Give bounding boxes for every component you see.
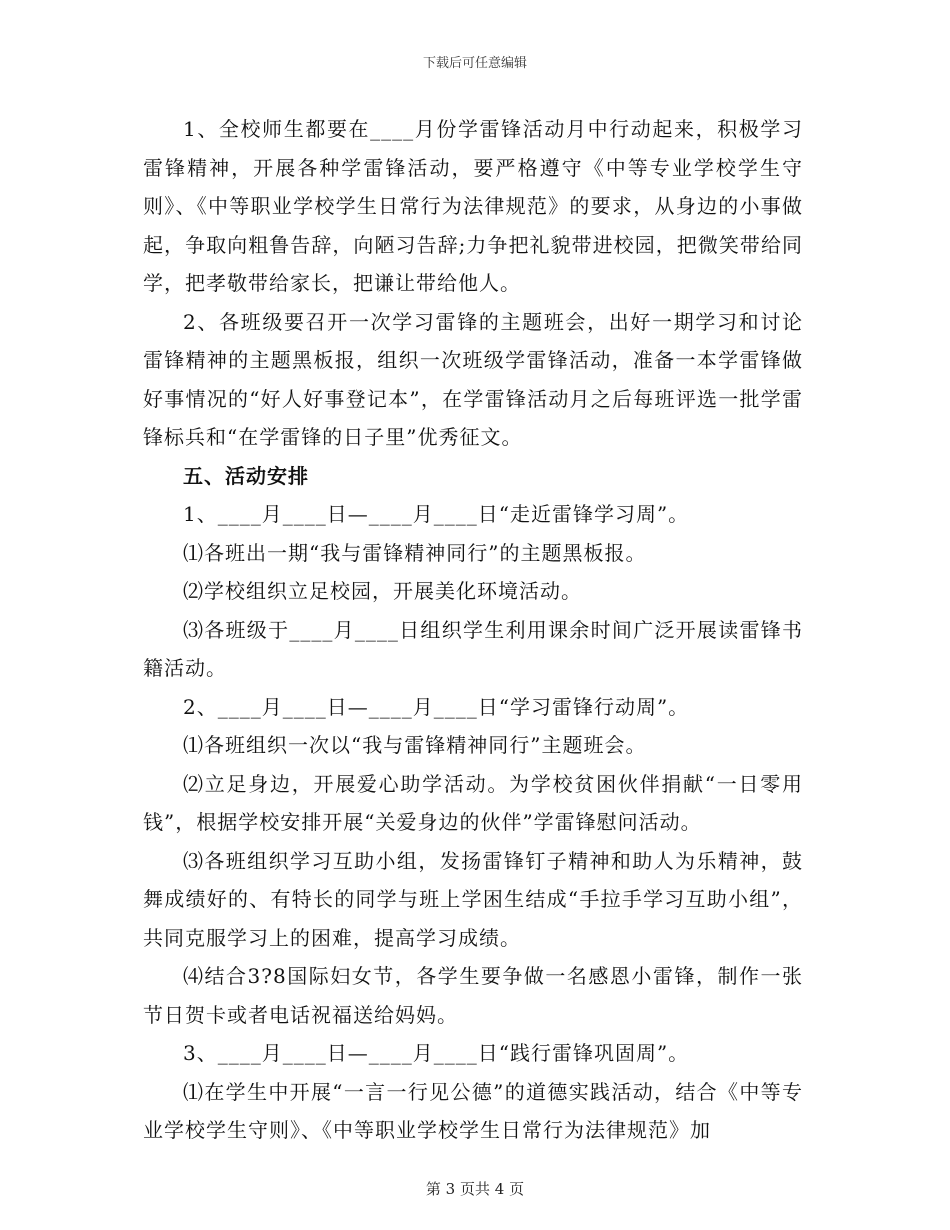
paragraph: ⑶各班组织学习互助小组，发扬雷锋钉子精神和助人为乐精神，鼓舞成绩好的、有特长的同学与班上学困生结成“手拉手学习互助小组”，共同克服学习上的困难，提高学习成绩。 [143, 848, 803, 950]
page-header: 下载后可任意编辑 [422, 56, 527, 71]
paragraph: 2、____月____日—____月____日“学习雷锋行动周”。 [183, 694, 690, 719]
paragraph: ⑵学校组织立足校园，开展美化环境活动。 [183, 579, 582, 603]
paragraph: 1、全校师生都要在____月份学雷锋活动月中行动起来，积极学习雷锋精神，开展各种学雷锋活动，要严格遵守《中等专业学校学生守则》、《中等职业学校学生日常行为法律规范》的要求，从身边的小事做起，争取向粗鲁告辞，向陋习告辞;力争把礼貌带进校园，把微笑带给同学，把孝敬带给家长，把谦让带给他人。 [143, 117, 803, 295]
paragraph: 3、____月____日—____月____日“践行雷锋巩固周”。 [183, 1041, 690, 1065]
paragraph: ⑴在学生中开展“一言一行见公德”的道德实践活动，结合《中等专业学校学生守则》、《中等职业学校学生日常行为法律规范》加 [143, 1079, 803, 1142]
paragraph: ⑶各班级于____月____日组织学生利用课余时间广泛开展读雷锋书籍活动。 [143, 617, 803, 680]
paragraph: ⑷结合3?8国际妇女节，各学生要争做一名感恩小雷锋，制作一张节日贺卡或者电话祝福送给妈妈。 [143, 964, 803, 1027]
paragraph: 2、各班级要召开一次学习雷锋的主题班会，出好一期学习和讨论雷锋精神的主题黑板报，组织一次班级学雷锋活动，准备一本学雷锋做好事情况的“好人好事登记本”，在学雷锋活动月之后每班评选一批学雷锋标兵和“在学雷锋的日子里”优秀征文。 [143, 309, 803, 449]
paragraph: ⑴各班出一期“我与雷锋精神同行”的主题黑板报。 [183, 540, 647, 565]
paragraph: ⑵立足身边，开展爱心助学活动。为学校贫困伙伴捐献“一日零用钱”，根据学校安排开展“关爱身边的伙伴”学雷锋慰问活动。 [143, 771, 803, 834]
section-heading: 五、活动安排 [183, 463, 309, 488]
paragraph: ⑴各班组织一次以“我与雷锋精神同行”主题班会。 [183, 733, 647, 757]
document-body [143, 110, 803, 1150]
paragraph: 1、____月____日—____月____日“走近雷锋学习周”。 [183, 502, 690, 526]
page-footer: 第 3 页共 4 页 [425, 1180, 525, 1198]
